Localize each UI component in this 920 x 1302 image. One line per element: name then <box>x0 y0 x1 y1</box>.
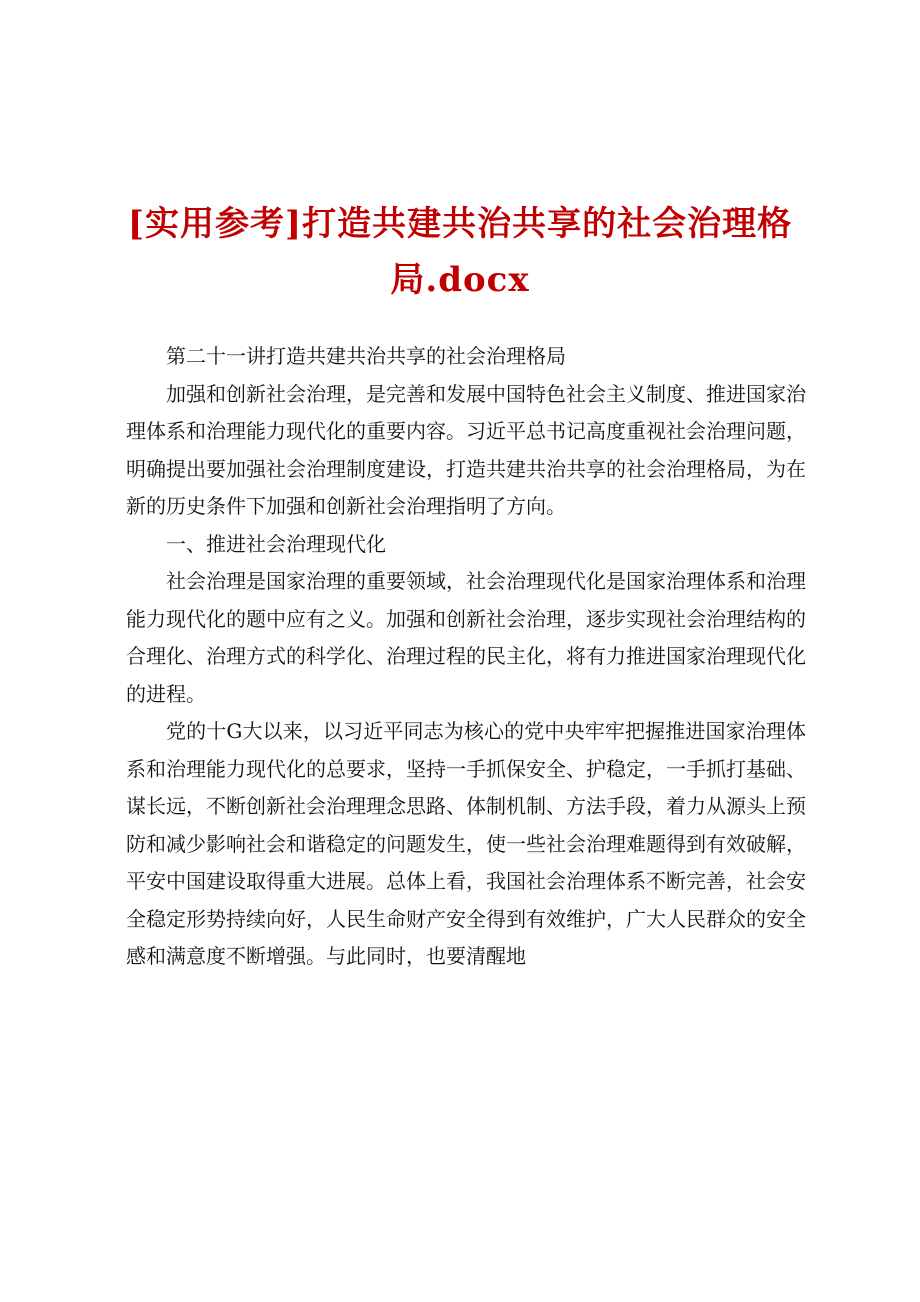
lecture-heading: 第二十一讲打造共建共治共享的社会治理格局 <box>166 344 566 368</box>
document-title: [实用参考]打造共建共治共享的社会治理格局.docx <box>127 204 793 300</box>
document-body <box>126 338 806 976</box>
body-paragraph: 党的十G大以来，以习近平同志为核心的党中央牢牢把握推进国家治理体系和治理能力现代化的总要求，坚持一手抓保安全、护稳定，一手抓打基础、谋长远，不断创新社会治理理念思路、体制机制、方法手段，着力从源头上预防和减少影响社会和谐稳定的问题发生，使一些社会治理难题得到有效破解，平安中国建设取得重大进展。总体上看，我国社会治理体系不断完善，社会安全稳定形势持续向好，人民生命财产安全得到有效维护，广大人民群众的安全感和满意度不断增强。与此同时，也要清醒地 <box>126 719 806 968</box>
intro-paragraph: 加强和创新社会治理，是完善和发展中国特色社会主义制度、推进国家治理体系和治理能力现代化的重要内容。习近平总书记高度重视社会治理问题，明确提出要加强社会治理制度建设，打造共建共治共享的社会治理格局，为在新的历史条件下加强和创新社会治理指明了方向。 <box>126 381 806 518</box>
section-heading: 一、推进社会治理现代化 <box>166 531 386 556</box>
body-paragraph: 社会治理是国家治理的重要领域，社会治理现代化是国家治理体系和治理能力现代化的题中应有之义。加强和创新社会治理，逐步实现社会治理结构的合理化、治理方式的科学化、治理过程的民主化，将有力推进国家治理现代化的进程。 <box>126 569 806 706</box>
